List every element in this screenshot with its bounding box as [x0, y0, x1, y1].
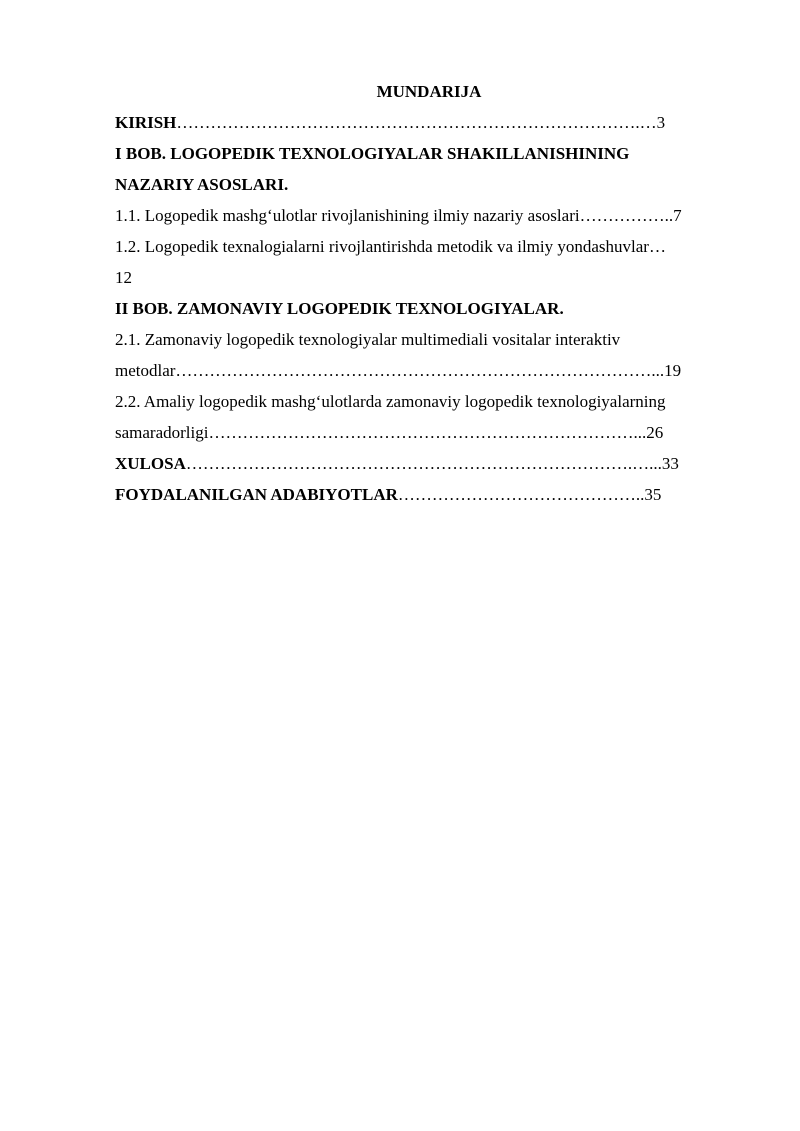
toc-section-continuation: samaradorligi — [115, 423, 209, 442]
toc-section-2-2 — [115, 386, 743, 417]
toc-page-number: 19 — [664, 361, 682, 380]
toc-section-text: 1.2. Logopedik texnalogialarni rivojlantirishda metodik va ilmiy yondashuvlar… — [115, 237, 666, 256]
toc-leader: …………………………………………………………………………... — [175, 361, 665, 380]
toc-entry-heading: FOYDALANILGAN ADABIYOTLAR — [115, 485, 398, 504]
toc-page-number: 33 — [661, 454, 679, 473]
toc-title: MUNDARIJA — [376, 82, 482, 101]
toc-section-1-2-page — [115, 262, 743, 293]
toc-entry-xulosa — [115, 448, 743, 479]
toc-entry-kirish — [115, 107, 743, 138]
toc-leader: …………………………………………………………………... — [208, 423, 647, 442]
toc-section-2-2-continued — [115, 417, 743, 448]
toc-entry-heading: KIRISH — [115, 113, 177, 132]
toc-section-2-1-continued — [115, 355, 743, 386]
toc-chapter-heading-continuation: NAZARIY ASOSLARI. — [115, 175, 289, 194]
toc-entry-adabiyotlar — [115, 479, 743, 510]
toc-leader: …………………………………………………………………….…... — [185, 454, 662, 473]
toc-chapter-1-continued — [115, 169, 743, 200]
toc-page-number: 7 — [673, 206, 682, 225]
toc-entry-heading: XULOSA — [115, 454, 186, 473]
toc-section-text: 2.2. Amaliy logopedik mashg‘ulotlarda zamonaviy logopedik texnologiyalarning — [115, 392, 666, 411]
toc-section-text: 2.1. Zamonaviy logopedik texnologiyalar multimediali vositalar interaktiv — [115, 330, 621, 349]
toc-page-number: 12 — [115, 268, 132, 287]
toc-section-2-1 — [115, 324, 743, 355]
table-of-contents — [115, 76, 743, 510]
toc-section-continuation: metodlar — [115, 361, 176, 380]
toc-section-1-2 — [115, 231, 743, 262]
toc-leader: ……………………………………………………………………….… — [176, 113, 657, 132]
toc-chapter-heading: II BOB. ZAMONAVIY LOGOPEDIK TEXNOLOGIYALAR. — [115, 299, 564, 318]
toc-section-1-1 — [115, 200, 743, 231]
toc-section-text: 1.1. Logopedik mashg‘ulotlar rivojlanishining ilmiy nazariy asoslari — [115, 206, 580, 225]
toc-chapter-2 — [115, 293, 743, 324]
toc-page-number: 26 — [646, 423, 664, 442]
toc-page-number: 35 — [644, 485, 662, 504]
toc-leader: …………….. — [579, 206, 674, 225]
toc-chapter-heading: I BOB. LOGOPEDIK TEXNOLOGIYALAR SHAKILLANISHINING — [115, 144, 630, 163]
toc-chapter-1 — [115, 138, 743, 169]
toc-leader: …………………………………….. — [397, 485, 645, 504]
toc-page-number: 3 — [656, 113, 666, 132]
